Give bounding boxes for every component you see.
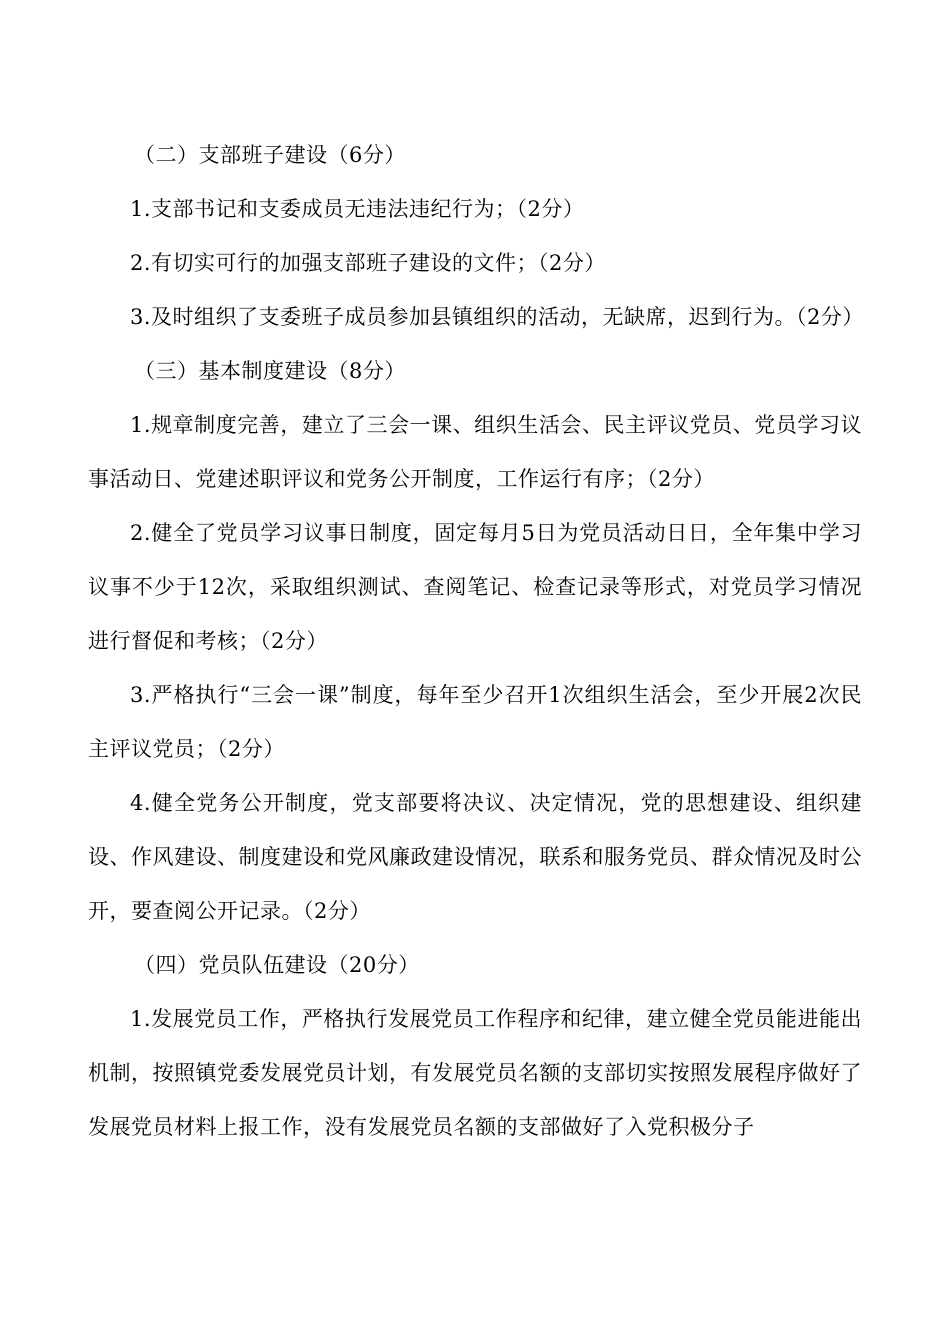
list-item: 4.健全党务公开制度，党支部要将决议、决定情况，党的思想建设、组织建设、作风建设、制度建设和党风廉政建设情况，联系和服务党员、群众情况及时公开，要查阅公开记录。（2分） bbox=[88, 791, 862, 923]
document-page bbox=[88, 128, 862, 1154]
section-heading-3: （三）基本制度建设（8分） bbox=[134, 359, 406, 383]
list-item: 2.有切实可行的加强支部班子建设的文件；（2分） bbox=[130, 251, 606, 275]
list-item: 2.健全了党员学习议事日制度，固定每月5日为党员活动日日，全年集中学习议事不少于12次，采取组织测试、查阅笔记、检查记录等形式，对党员学习情况进行督促和考核；（2分） bbox=[88, 521, 862, 653]
section-heading-2: （二）支部班子建设（6分） bbox=[134, 143, 406, 167]
list-item: 3.及时组织了支委班子成员参加县镇组织的活动，无缺席，迟到行为。（2分） bbox=[130, 305, 864, 329]
list-item: 3.严格执行“三会一课”制度，每年至少召开1次组织生活会，至少开展2次民主评议党员；（2分） bbox=[88, 683, 862, 761]
list-item: 1.支部书记和支委成员无违法违纪行为；（2分） bbox=[130, 197, 585, 221]
section-heading-4: （四）党员队伍建设（20分） bbox=[134, 953, 420, 977]
list-item: 1.发展党员工作，严格执行发展党员工作程序和纪律，建立健全党员能进能出机制，按照镇党委发展党员计划，有发展党员名额的支部切实按照发展程序做好了发展党员材料上报工作，没有发展党员名额的支部做好了入党积极分子 bbox=[88, 1007, 862, 1139]
list-item: 1.规章制度完善，建立了三会一课、组织生活会、民主评议党员、党员学习议事活动日、党建述职评议和党务公开制度，工作运行有序；（2分） bbox=[88, 413, 862, 491]
